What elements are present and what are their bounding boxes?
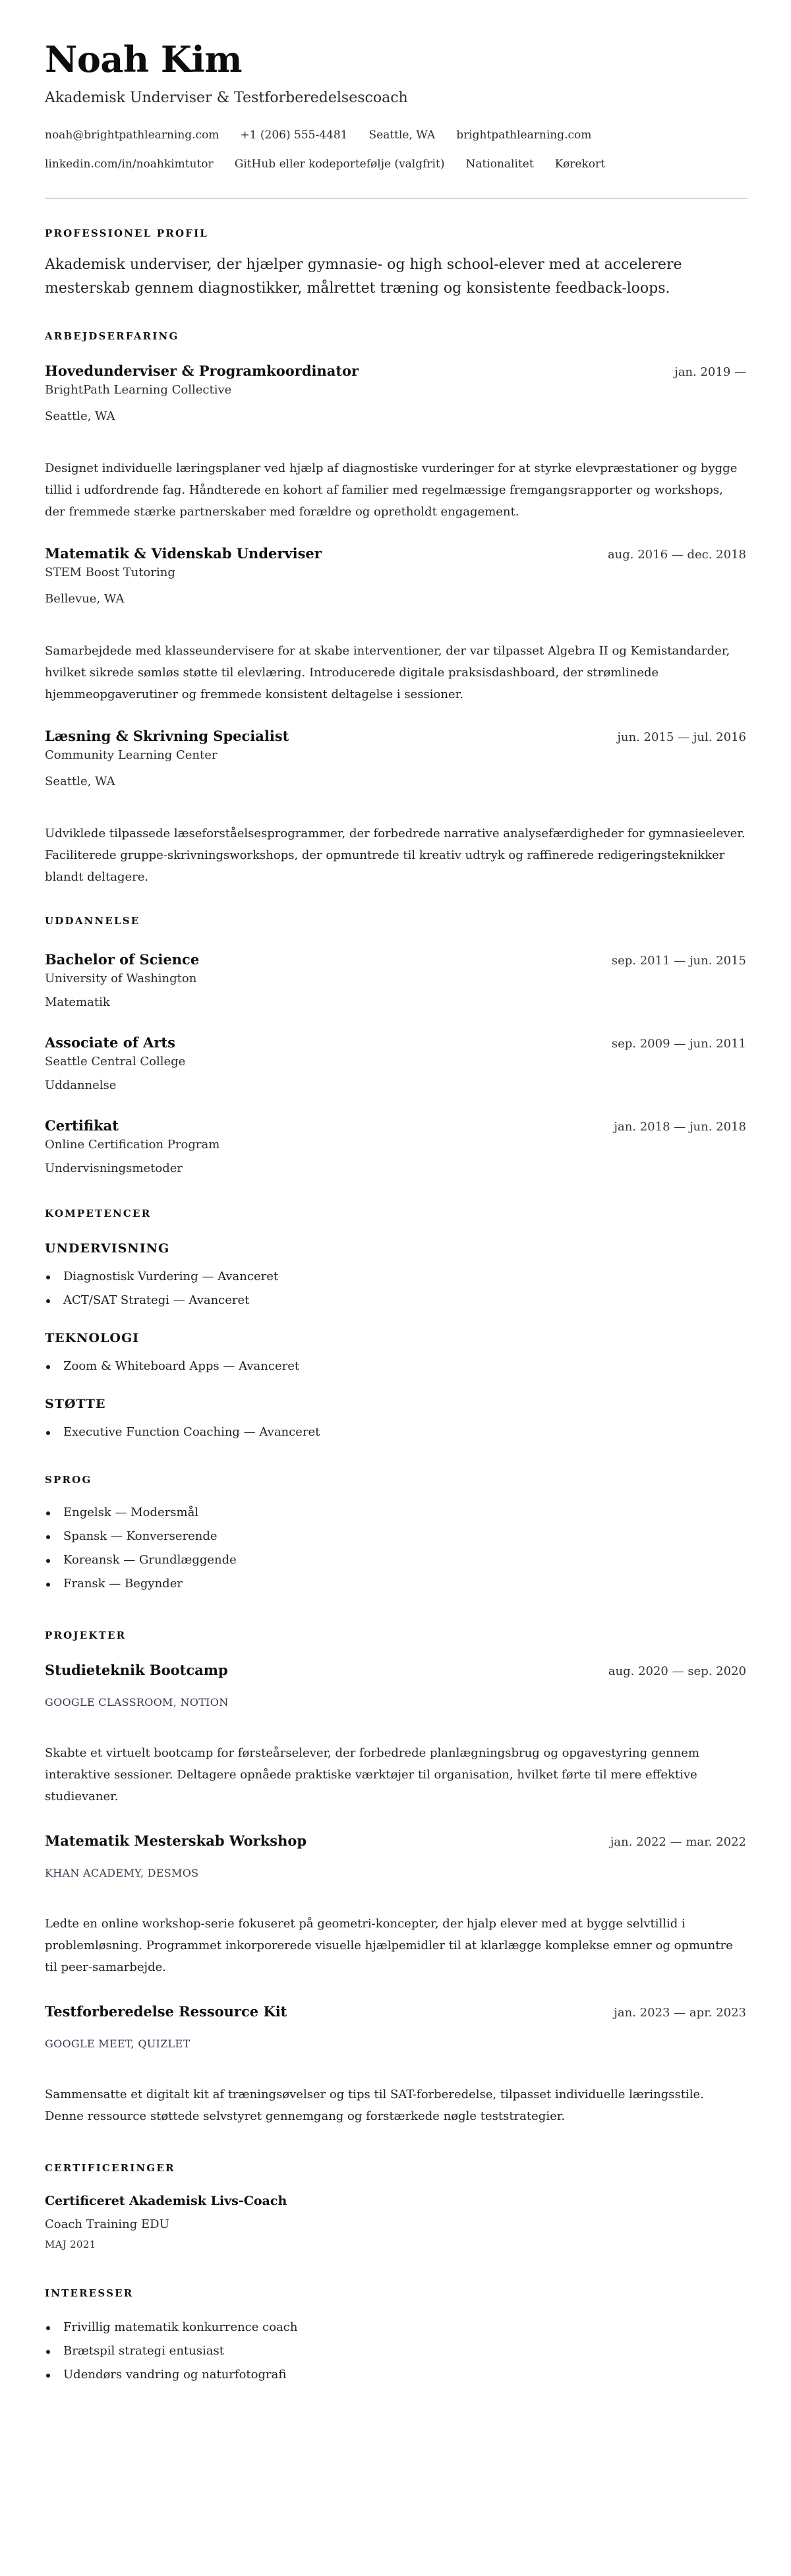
education-item xyxy=(45,1033,746,1095)
school-name: Online Certification Program xyxy=(45,1138,220,1152)
job-description: Samarbejdede med klasseundervisere for at skabe interventioner, der var tilpasset Algebra II og Kemistandarder, hvilket sikrede sømløs støtte til elevlæring. Introducerede digitale praksisdashboard, der strømlinede hjemmeopgaverutiner og fremmede konsistent deltagelse i sessioner. xyxy=(45,644,730,701)
section-title-skills: KOMPETENCER xyxy=(45,1208,152,1219)
interest-list xyxy=(45,2316,746,2387)
project-date: jan. 2023 — apr. 2023 xyxy=(614,2006,746,2020)
project-title: Testforberedelse Ressource Kit xyxy=(45,2003,287,2020)
skill-item: Zoom & Whiteboard Apps — Avanceret xyxy=(45,1355,746,1378)
section-title-projects: PROJEKTER xyxy=(45,1629,127,1641)
language-item: Koreansk — Grundlæggende xyxy=(45,1548,746,1572)
certification-name: Certificeret Akademisk Livs-Coach xyxy=(45,2194,287,2208)
contact-location: Seattle, WA xyxy=(368,129,436,142)
contact-drivers-license: Kørekort xyxy=(554,158,605,171)
contact-phone[interactable]: +1 (206) 555-4481 xyxy=(240,129,348,142)
certifications-section xyxy=(45,2161,746,2252)
job-title: Matematik & Videnskab Underviser xyxy=(45,545,322,562)
project-tools: KHAN ACADEMY, DESMOS xyxy=(45,1867,199,1879)
candidate-headline: Akademisk Underviser & Testforberedelsescoach xyxy=(45,90,408,106)
section-title-certifications: CERTIFICERINGER xyxy=(45,2162,175,2174)
job-location: Seattle, WA xyxy=(45,409,115,423)
section-title-experience: ARBEJDSERFARING xyxy=(45,330,179,342)
skill-list xyxy=(45,1265,746,1312)
experience-item xyxy=(45,544,746,705)
skills-section xyxy=(45,1207,746,1444)
skill-list xyxy=(45,1420,746,1444)
resume-header xyxy=(45,38,746,199)
project-description: Ledte en online workshop-serie fokuseret på geometri-koncepter, der hjalp elever med at bygge selvtillid i problemløsning. Programmet inkorporerede visuelle hjælpemidler til at klarlægge komplekse emner og opmuntre til peer-samarbejde. xyxy=(45,1917,733,1974)
section-title-languages: SPROG xyxy=(45,1474,92,1486)
skill-item: Diagnostisk Vurdering — Avanceret xyxy=(45,1265,746,1289)
job-location: Seattle, WA xyxy=(45,775,115,788)
field-of-study: Matematik xyxy=(45,995,110,1009)
header-divider xyxy=(45,198,747,199)
skill-group xyxy=(45,1330,746,1378)
education-date: sep. 2011 — jun. 2015 xyxy=(611,954,746,968)
profile-section xyxy=(45,227,746,301)
education-date: jan. 2018 — jun. 2018 xyxy=(614,1120,746,1134)
contact-list xyxy=(45,125,746,174)
degree-title: Certifikat xyxy=(45,1117,119,1134)
skill-group xyxy=(45,1240,746,1312)
certification-item xyxy=(45,2192,746,2252)
skill-item: ACT/SAT Strategi — Avanceret xyxy=(45,1289,746,1312)
job-description: Udviklede tilpassede læseforståelsesprogrammer, der forbedrede narrative analysefærdigheder for gymnasieelever. Faciliterede gruppe-skrivningsworkshops, der opmuntrede til kreativ udtryk og raffinerede redigeringsteknikker blandt deltagere. xyxy=(45,827,746,884)
education-item xyxy=(45,1116,746,1178)
skill-group-title: STØTTE xyxy=(45,1397,106,1411)
degree-title: Bachelor of Science xyxy=(45,951,200,968)
job-title: Læsning & Skrivning Specialist xyxy=(45,728,289,744)
experience-item xyxy=(45,361,746,523)
project-tools: GOOGLE CLASSROOM, NOTION xyxy=(45,1696,229,1709)
interest-item: Frivillig matematik konkurrence coach xyxy=(45,2316,746,2339)
education-section xyxy=(45,914,746,1178)
skill-list xyxy=(45,1355,746,1378)
school-name: Seattle Central College xyxy=(45,1055,186,1068)
job-location: Bellevue, WA xyxy=(45,592,125,606)
job-date: aug. 2016 — dec. 2018 xyxy=(607,548,746,562)
section-title-interests: INTERESSER xyxy=(45,2287,134,2299)
experience-item xyxy=(45,726,746,888)
job-company: BrightPath Learning Collective xyxy=(45,383,232,397)
job-date: jan. 2019 — xyxy=(674,365,746,379)
experience-section xyxy=(45,330,746,888)
interest-item: Udendørs vandring og naturfotografi xyxy=(45,2363,746,2387)
job-title: Hovedunderviser & Programkoordinator xyxy=(45,363,359,379)
job-description: Designet individuelle læringsplaner ved hjælp af diagnostiske vurderinger for at styrke elevpræstationer og bygge tillid i udfordrende fag. Håndterede en kohort af familier med regelmæssige fremgangsrapporter og workshops, der fremmede stærke partnerskaber med forældre og opretholdt engagement. xyxy=(45,461,738,519)
language-list xyxy=(45,1501,746,1596)
skill-group-title: TEKNOLOGI xyxy=(45,1331,140,1345)
project-tools: GOOGLE MEET, QUIZLET xyxy=(45,2037,190,2050)
certification-date: MAJ 2021 xyxy=(45,2239,96,2250)
contact-email[interactable]: noah@brightpathlearning.com xyxy=(45,129,220,142)
candidate-name: Noah Kim xyxy=(45,38,243,80)
skill-item: Executive Function Coaching — Avanceret xyxy=(45,1420,746,1444)
project-title: Matematik Mesterskab Workshop xyxy=(45,1832,307,1849)
language-item: Spansk — Konverserende xyxy=(45,1525,746,1548)
contact-nationality: Nationalitet xyxy=(465,158,534,171)
job-date: jun. 2015 — jul. 2016 xyxy=(617,730,746,744)
project-item xyxy=(45,1660,746,1807)
interests-section xyxy=(45,2287,746,2387)
language-item: Engelsk — Modersmål xyxy=(45,1501,746,1525)
certification-issuer: Coach Training EDU xyxy=(45,2217,169,2231)
skill-group xyxy=(45,1395,746,1444)
field-of-study: Uddannelse xyxy=(45,1078,117,1092)
project-title: Studieteknik Bootcamp xyxy=(45,1662,228,1678)
projects-section xyxy=(45,1629,746,2127)
project-description: Sammensatte et digitalt kit af træningsøvelser og tips til SAT-forberedelse, tilpasset individuelle læringsstile. Denne ressource støttede selvstyret gennemgang og forstærkede nøgle teststrategier. xyxy=(45,2088,704,2123)
profile-summary: Akademisk underviser, der hjælper gymnasie- og high school-elever med at accelerere mesterskab gennem diagnostikker, målrettet træning og konsistente feedback-loops. xyxy=(45,256,682,297)
language-item: Fransk — Begynder xyxy=(45,1572,746,1596)
field-of-study: Undervisningsmetoder xyxy=(45,1161,183,1175)
degree-title: Associate of Arts xyxy=(45,1034,175,1051)
contact-linkedin[interactable]: linkedin.com/in/noahkimtutor xyxy=(45,158,214,171)
project-item xyxy=(45,1831,746,1978)
contact-website[interactable]: brightpathlearning.com xyxy=(456,129,592,142)
project-date: aug. 2020 — sep. 2020 xyxy=(608,1664,746,1678)
contact-github[interactable]: GitHub eller kodeportefølje (valgfrit) xyxy=(234,158,445,171)
skill-group-title: UNDERVISNING xyxy=(45,1241,170,1256)
languages-section xyxy=(45,1473,746,1596)
education-date: sep. 2009 — jun. 2011 xyxy=(611,1037,746,1051)
project-description: Skabte et virtuelt bootcamp for førsteårselever, der forbedrede planlægningsbrug og opgavestyring gennem interaktive sessioner. Deltagere opnåede praktiske værktøjer til organisation, hvilket førte til mere effektive studievaner. xyxy=(45,1746,699,1803)
job-company: Community Learning Center xyxy=(45,748,218,762)
project-item xyxy=(45,2002,746,2127)
project-date: jan. 2022 — mar. 2022 xyxy=(610,1835,746,1849)
education-item xyxy=(45,950,746,1012)
interest-item: Brætspil strategi entusiast xyxy=(45,2339,746,2363)
job-company: STEM Boost Tutoring xyxy=(45,566,175,579)
section-title-profile: PROFESSIONEL PROFIL xyxy=(45,227,209,239)
school-name: University of Washington xyxy=(45,972,197,985)
section-title-education: UDDANNELSE xyxy=(45,915,140,927)
